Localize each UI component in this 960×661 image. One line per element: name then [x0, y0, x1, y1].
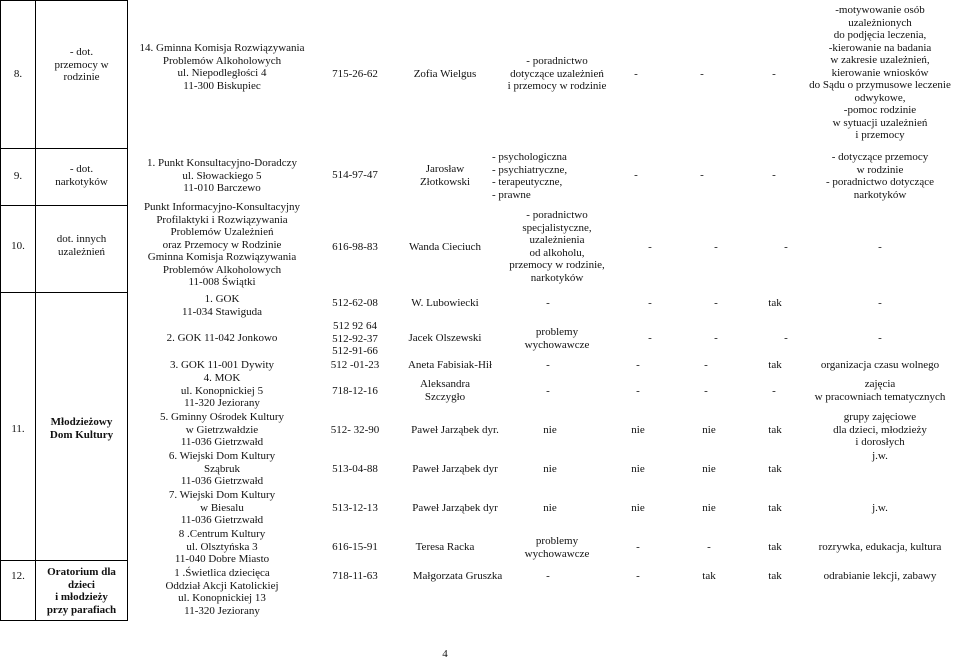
notes-cell: odrabianie lekcji, zabawy: [823, 570, 937, 582]
flag-cell: nie: [702, 424, 716, 436]
phone-cell: 512 -01-23: [330, 359, 380, 371]
person-cell: Teresa Racka: [415, 541, 475, 553]
flag-cell: -: [700, 169, 704, 181]
flag-cell: -: [714, 297, 718, 309]
flag-cell: -: [546, 359, 550, 371]
phone-cell: 514-97-47: [332, 169, 378, 181]
flag-cell: -: [700, 68, 704, 80]
person-cell: Paweł Jarząbek dyr.: [411, 424, 499, 436]
flag-cell: tak: [768, 359, 782, 371]
flag-cell: -: [648, 297, 652, 309]
institution-cell: 1 .Świetlica dziecięca Oddział Akcji Katolickiej ul. Konopnickiej 13 11-320 Jeziorany: [165, 567, 279, 617]
flag-cell: -: [714, 241, 718, 253]
person-cell: Paweł Jarząbek dyr: [412, 463, 498, 475]
section-category: Oratorium dla dzieci i młodzieży przy parafiach: [46, 566, 117, 616]
flag-cell: -: [636, 570, 640, 582]
services-cell: problemy wychowawcze: [524, 326, 590, 351]
institution-cell: 4. MOK ul. Konopnickiej 5 11-320 Jeziorany: [180, 372, 264, 409]
flag-cell: -: [772, 68, 776, 80]
flag-cell: -: [784, 241, 788, 253]
flag-cell: -: [707, 541, 711, 553]
institution-cell: 2. GOK 11-042 Jonkowo: [166, 332, 278, 344]
flag-cell: -: [636, 385, 640, 397]
institution-cell: 8 .Centrum Kultury ul. Olsztyńska 3 11-040 Dobre Miasto: [174, 528, 270, 565]
phone-cell: 512- 32-90: [330, 424, 380, 436]
phone-cell: 512 92 64 512-92-37 512-91-66: [332, 320, 378, 357]
flag-cell: -: [546, 385, 550, 397]
institution-cell: 6. Wiejski Dom Kultury Sząbruk 11-036 Gietrzwałd: [168, 450, 276, 487]
flag-cell: nie: [631, 424, 645, 436]
flag-cell: tak: [768, 541, 782, 553]
institution-cell: Punkt Informacyjno-Konsultacyjny Profilaktyki i Rozwiązywania Problemów Uzależnień oraz Przemocy w Rodzinie Gminna Komisja Rozwiązywania Problemów Alkoholowych 11-008 Świątki: [143, 201, 301, 288]
flag-cell: -: [714, 332, 718, 344]
flag-cell: tak: [768, 463, 782, 475]
institution-cell: 3. GOK 11-001 Dywity: [169, 359, 275, 371]
section-number: 8.: [13, 68, 23, 80]
flag-cell: nie: [631, 463, 645, 475]
flag-cell: nie: [702, 463, 716, 475]
notes-cell: j.w.: [872, 502, 888, 514]
notes-cell: -motywowanie osób uzależnionych do podjęcia leczenia, -kierowanie na badania w zakresie uzależnień, kierowanie wniosków do Sądu o przymusowe leczenie odwykowe, -pomoc rodzinie w sytuacji uzależnień i przemocy: [809, 4, 951, 141]
flag-cell: -: [546, 570, 550, 582]
person-cell: Paweł Jarząbek dyr: [412, 502, 498, 514]
person-cell: W. Lubowiecki: [411, 297, 479, 309]
section-number: 11.: [11, 423, 25, 435]
section-category: dot. innych uzależnień: [56, 233, 107, 258]
flag-cell: -: [636, 359, 640, 371]
phone-cell: 513-04-88: [332, 463, 378, 475]
notes-cell: zajęcia w pracowniach tematycznych: [814, 378, 946, 403]
services-cell: - poradnictwo specjalistyczne, uzależnienia od alkoholu, przemocy w rodzinie, narkotyków: [509, 209, 605, 284]
person-cell: Jacek Olszewski: [408, 332, 482, 344]
flag-cell: nie: [631, 502, 645, 514]
flag-cell: nie: [702, 502, 716, 514]
phone-cell: 512-62-08: [332, 297, 378, 309]
section-category: Młodzieżowy Dom Kultury: [49, 416, 114, 441]
flag-cell: -: [636, 541, 640, 553]
flag-cell: -: [878, 241, 882, 253]
section-number: 10.: [11, 240, 25, 252]
flag-cell: nie: [543, 502, 557, 514]
notes-cell: j.w.: [872, 450, 888, 462]
person-cell: Zofia Wielgus: [413, 68, 477, 80]
flag-cell: -: [772, 385, 776, 397]
person-cell: Wanda Cieciuch: [408, 241, 482, 253]
flag-cell: -: [634, 68, 638, 80]
section-category: - dot. narkotyków: [55, 163, 108, 188]
notes-cell: - dotyczące przemocy w rodzinie - poradnictwo dotyczące narkotyków: [825, 151, 935, 201]
services-cell: - psychologiczna - psychiatryczne, - terapeutyczne, - prawne: [492, 151, 568, 201]
flag-cell: -: [704, 359, 708, 371]
institution-cell: 1. GOK 11-034 Stawiguda: [182, 293, 262, 318]
section-number: 9.: [13, 170, 23, 182]
section-number: 12.: [11, 570, 25, 582]
flag-cell: -: [704, 385, 708, 397]
flag-cell: -: [648, 241, 652, 253]
phone-cell: 718-12-16: [332, 385, 378, 397]
flag-cell: -: [634, 169, 638, 181]
flag-cell: -: [784, 332, 788, 344]
page-number: 4: [442, 648, 448, 660]
person-cell: Małgorzata Gruszka: [412, 570, 503, 582]
flag-cell: -: [772, 169, 776, 181]
flag-cell: -: [546, 297, 550, 309]
person-cell: Aneta Fabisiak-Hił: [407, 359, 492, 371]
notes-cell: rozrywka, edukacja, kultura: [818, 541, 942, 553]
section-category: - dot. przemocy w rodzinie: [54, 46, 109, 83]
phone-cell: 715-26-62: [332, 68, 378, 80]
phone-cell: 616-98-83: [332, 241, 378, 253]
notes-cell: organizacja czasu wolnego: [820, 359, 940, 371]
flag-cell: -: [878, 297, 882, 309]
institution-cell: 14. Gminna Komisja Rozwiązywania Problemów Alkoholowych ul. Niepodległości 4 11-300 Biskupiec: [139, 42, 305, 92]
flag-cell: tak: [768, 424, 782, 436]
flag-cell: tak: [768, 502, 782, 514]
flag-cell: nie: [543, 463, 557, 475]
flag-cell: nie: [543, 424, 557, 436]
person-cell: Aleksandra Szczygło: [419, 378, 471, 403]
flag-cell: tak: [702, 570, 716, 582]
flag-cell: -: [878, 332, 882, 344]
flag-cell: tak: [768, 297, 782, 309]
notes-cell: grupy zajęciowe dla dzieci, młodzieży i dorosłych: [833, 411, 927, 448]
phone-cell: 718-11-63: [332, 570, 378, 582]
services-cell: problemy wychowawcze: [524, 535, 590, 560]
phone-cell: 616-15-91: [332, 541, 378, 553]
person-cell: Jarosław Złotkowski: [419, 163, 471, 188]
institution-cell: 7. Wiejski Dom Kultury w Biesalu 11-036 Gietrzwałd: [168, 489, 276, 526]
services-cell: - poradnictwo dotyczące uzależnień i przemocy w rodzinie: [507, 55, 607, 92]
flag-cell: tak: [768, 570, 782, 582]
institution-cell: 1. Punkt Konsultacyjno-Doradczy ul. Słowackiego 5 11-010 Barczewo: [147, 157, 297, 194]
institution-cell: 5. Gminny Ośrodek Kultury w Gietrzwałdzie 11-036 Gietrzwałd: [159, 411, 285, 448]
phone-cell: 513-12-13: [332, 502, 378, 514]
flag-cell: -: [648, 332, 652, 344]
